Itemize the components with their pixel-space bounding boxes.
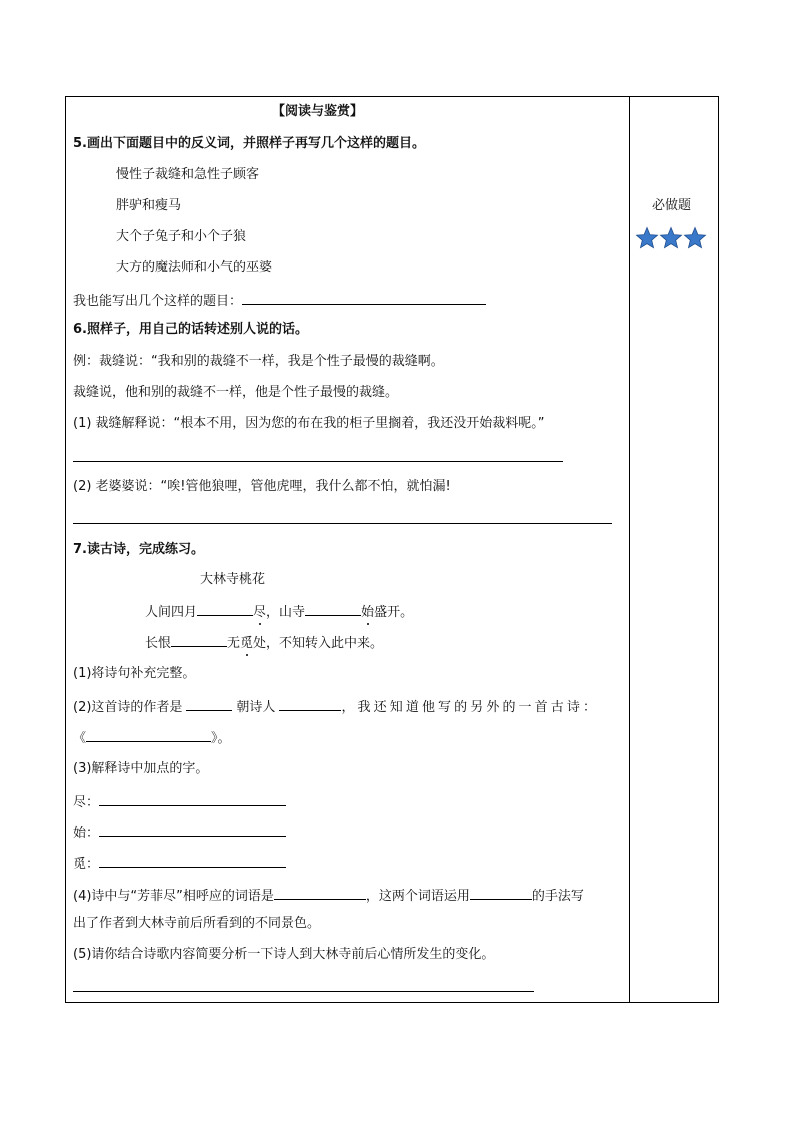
q7-sub-1: (1)将诗句补充完整。: [73, 666, 196, 681]
q5-prompt-text: 我也能写出几个这样的题目：: [73, 294, 243, 309]
q7-sub-2-close: 》。: [211, 731, 231, 746]
explain-shi: [73, 823, 286, 842]
q7-sub-2-line-2: [73, 728, 231, 747]
q7-sub-2-a: (2)这首诗的作者是: [73, 700, 183, 715]
difficulty-stars: [635, 226, 707, 254]
poem-title: 大林寺桃花: [200, 572, 266, 587]
dotted-char-shi: 始: [361, 605, 375, 620]
explain-jin-blank[interactable]: [99, 792, 286, 806]
q7-sub-2-b: 朝诗人: [236, 700, 276, 715]
q5-item-4: 大方的魔法师和小气的巫婆: [116, 260, 273, 275]
q6-item-2: (2) 老婆婆说：“唉!管他狼哩，管他虎哩，我什么都不怕，就怕漏!: [73, 479, 451, 494]
dotted-char-jin: 尽: [253, 605, 267, 620]
q6-example-2: 裁缝说，他和别的裁缝不一样，他是个性子最慢的裁缝。: [73, 385, 399, 400]
q6-title: 6.照样子，用自己的话转述别人说的话。: [73, 322, 308, 337]
dotted-char-mi: 觅: [240, 636, 254, 651]
technique-blank[interactable]: [470, 886, 532, 900]
q7-sub-2-open: 《: [73, 731, 87, 746]
other-poem-blank[interactable]: [86, 728, 211, 742]
q5-item-2: 胖驴和瘦马: [116, 198, 182, 213]
q7-sub-4-a: (4)诗中与“芳菲尽”相呼应的词语是: [73, 889, 274, 904]
poem-line-2-a: 长恨: [145, 636, 172, 651]
explain-mi: [73, 854, 286, 873]
q7-answer-line[interactable]: [73, 991, 534, 992]
poem-blank-2[interactable]: [305, 602, 361, 616]
section-title: 【阅读与鉴赏】: [272, 104, 364, 119]
star-icon: [635, 226, 659, 250]
q5-item-1: 慢性子裁缝和急性子顾客: [116, 167, 260, 182]
poem-line-2-b: 无: [227, 636, 241, 651]
q7-sub-4-b: ，这两个词语运用: [365, 889, 470, 904]
poem-line-1-a: 人间四月: [145, 605, 198, 620]
poem-line-1-b: ，山寺: [266, 605, 306, 620]
q6-example-1: 例：裁缝说：“我和别的裁缝不一样，我是个性子最慢的裁缝啊。: [73, 354, 444, 369]
explain-shi-blank[interactable]: [99, 823, 286, 837]
star-icon: [659, 226, 683, 250]
star-icon: [683, 226, 707, 250]
dynasty-blank[interactable]: [186, 697, 232, 711]
q7-sub-2: [73, 697, 618, 716]
q6-answer-line-2[interactable]: [73, 523, 612, 524]
echo-word-blank[interactable]: [274, 886, 366, 900]
poem-line-1-c: 盛开。: [374, 605, 414, 620]
q7-title: 7.读古诗，完成练习。: [73, 542, 204, 557]
q5-prompt: [73, 291, 486, 310]
poem-blank-1[interactable]: [197, 602, 253, 616]
explain-mi-label: 觅：: [73, 857, 100, 872]
q5-item-3: 大个子兔子和小个子狼: [116, 229, 247, 244]
explain-jin: [73, 792, 286, 811]
q6-item-1: (1) 裁缝解释说：“根本不用，因为您的布在我的柜子里搁着，我还没开始裁料呢。”: [73, 416, 545, 431]
q6-answer-line-1[interactable]: [73, 461, 563, 462]
q7-sub-4: [73, 886, 584, 905]
poem-line-2-c: 处，不知转入此中来。: [253, 636, 384, 651]
poem-blank-3[interactable]: [171, 633, 227, 647]
q7-sub-4-line-2: 出了作者到大林寺前后所看到的不同景色。: [73, 916, 321, 931]
explain-jin-label: 尽：: [73, 795, 100, 810]
required-label: 必做题: [652, 198, 692, 213]
poem-line-2: [145, 633, 383, 652]
explain-shi-label: 始：: [73, 826, 100, 841]
explain-mi-blank[interactable]: [99, 854, 286, 868]
q5-answer-blank[interactable]: [242, 291, 486, 305]
q7-sub-2-c: ，我还知道他写的另外的一首古诗：: [341, 700, 600, 715]
poet-blank[interactable]: [279, 697, 341, 711]
poem-line-1: [145, 602, 413, 621]
q7-sub-5: (5)请你结合诗歌内容简要分析一下诗人到大林寺前后心情所发生的变化。: [73, 947, 495, 962]
q5-title: 5.画出下面题目中的反义词，并照样子再写几个这样的题目。: [73, 136, 425, 151]
q7-sub-3: (3)解释诗中加点的字。: [73, 761, 209, 776]
q7-sub-4-c: 的手法写: [531, 889, 584, 904]
